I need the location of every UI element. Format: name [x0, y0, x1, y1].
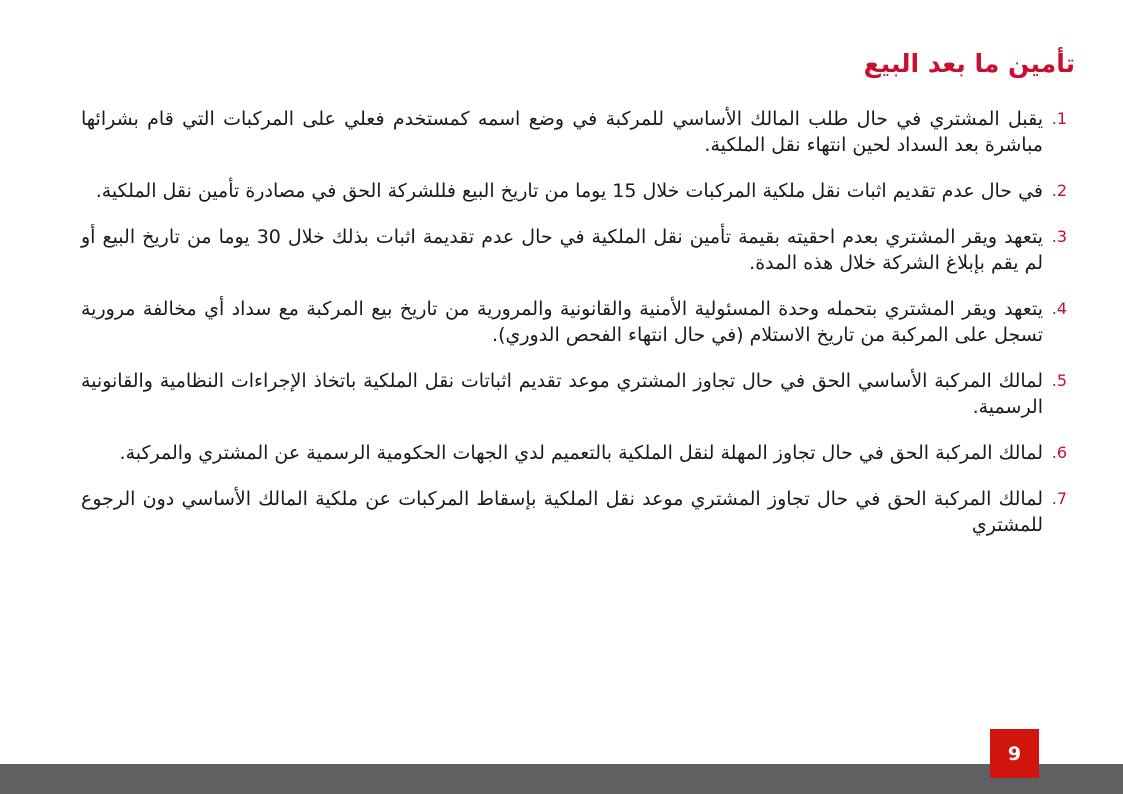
term-number: 4. — [1051, 299, 1067, 318]
term-item — [81, 440, 1067, 466]
term-text: يتعهد ويقر المشتري بتحمله وحدة المسئولية الأمنية والقانونية والمرورية من تاريخ بيع المركبة مع سداد أي مخالفة مرورية تسجل على المركبة من تاريخ الاستلام (في حال انتهاء الفحص الدوري). — [81, 298, 1043, 346]
term-item — [81, 106, 1067, 158]
term-number: 1. — [1051, 109, 1067, 128]
term-text: لمالك المركبة الحق في حال تجاوز المهلة لنقل الملكية بالتعميم لدي الجهات الحكومية الرسمية عن المشتري والمركبة. — [119, 442, 1043, 464]
term-text: يقبل المشتري في حال طلب المالك الأساسي للمركبة في وضع اسمه كمستخدم فعلي على المركبات التي قام بشرائها مباشرة بعد السداد لحين انتهاء نقل الملكية. — [81, 108, 1043, 156]
term-item — [81, 178, 1067, 204]
term-text: لمالك المركبة الأساسي الحق في حال تجاوز المشتري موعد تقديم اثباتات نقل الملكية باتخاذ الإجراءات النظامية والقانونية الرسمية. — [81, 370, 1043, 418]
term-item — [81, 368, 1067, 420]
term-item — [81, 296, 1067, 348]
term-number: 7. — [1051, 489, 1067, 508]
term-number: 2. — [1051, 181, 1067, 200]
footer-bar — [0, 764, 1123, 794]
term-number: 3. — [1051, 227, 1067, 246]
page-number-badge: 9 — [990, 729, 1039, 778]
term-item — [81, 224, 1067, 276]
term-text: لمالك المركبة الحق في حال تجاوز المشتري موعد نقل الملكية بإسقاط المركبات عن ملكية المالك الأساسي دون الرجوع للمشتري — [81, 488, 1043, 536]
term-text: في حال عدم تقديم اثبات نقل ملكية المركبات خلال 15 يوما من تاريخ البيع فللشركة الحق في مصادرة تأمين نقل الملكية. — [95, 180, 1043, 202]
term-number: 5. — [1051, 371, 1067, 390]
term-text: يتعهد ويقر المشتري بعدم احقيته بقيمة تأمين نقل الملكية في حال عدم تقديمة اثبات بذلك خلال 30 يوما من تاريخ البيع أو لم يقم بإبلاغ الشركة خلال هذه المدة. — [81, 226, 1043, 274]
term-item — [81, 486, 1067, 538]
term-number: 6. — [1051, 443, 1067, 462]
page-title: تأمين ما بعد البيع — [863, 49, 1075, 78]
terms-list — [81, 106, 1067, 558]
